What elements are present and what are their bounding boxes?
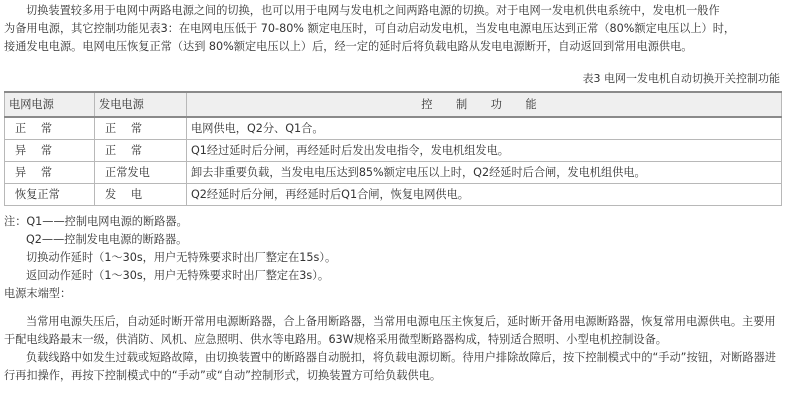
intro-line: 为备用电源，其它控制功能见表3：在电网电压低于 70-80% 额定电压时，可自动启动发电机，当发电电源电压达到正常（80%额定电压以上）时， xyxy=(4,22,736,35)
intro-line: 切换装置较多用于电网中两路电源之间的切换，也可以用于电网与发电机之间两路电源的切换。对于电网一发电机供电系统中，发电机一般作 xyxy=(26,4,720,17)
table-row xyxy=(5,140,782,162)
cell-generator-state: 发 电 xyxy=(95,184,187,206)
note-return-delay: 返回动作延时（1～30s，用户无特殊要求时出厂整定在3s）。 xyxy=(26,269,330,282)
table-caption: 表3 电网一发电机自动切换开关控制功能 xyxy=(582,72,780,85)
note-switch-delay: 切换动作延时（1～30s，用户无特殊要求时出厂整定在15s）。 xyxy=(26,251,337,264)
note-q1: 注：Q1——控制电网电源的断路器。 xyxy=(4,215,188,228)
note-q2: Q2——控制发电电源的断路器。 xyxy=(26,233,188,246)
intro-line: 接通发电电源。电网电压恢复正常（达到 80%额定电压以上）后，经一定的延时后将负载电路从发电电源断开，自动返回到常用电源供电。 xyxy=(4,40,693,53)
cell-generator-state: 正 常 xyxy=(95,140,187,162)
cell-function: Q2经延时后分闸，再经延时后Q1合闸，恢复电网供电。 xyxy=(187,184,782,206)
cell-grid-state: 异 常 xyxy=(5,140,95,162)
intro-paragraph xyxy=(4,2,784,56)
cell-function: 电网供电，Q2分、Q1合。 xyxy=(187,117,782,140)
table-header-row xyxy=(5,92,782,117)
table-row xyxy=(5,162,782,184)
control-function-table xyxy=(4,91,782,206)
cell-function: Q1经过延时后分闸，再经延时后发出发电指令，发电机组发电。 xyxy=(187,140,782,162)
section-heading-end-type: 电源末端型： xyxy=(4,287,72,300)
header-grid-power: 电网电源 xyxy=(5,92,95,117)
cell-function: 卸去非重要负载，当发电电压达到85%额定电压以上时，Q2经延时后合闸，发电机组供电。 xyxy=(187,162,782,184)
cell-grid-state: 正 常 xyxy=(5,117,95,140)
end-type-description xyxy=(4,313,784,385)
table-row xyxy=(5,117,782,140)
paragraph: 负载线路中如发生过载或短路故障，由切换装置中的断路器自动脱扣，将负载电源切断。待用户排除故障后，按下控制模式中的“手动”按钮，对断路器进行再扣操作，再按下控制模式中的“手动”或“自动”控制形式，切换装置方可给负载供电。 xyxy=(4,351,776,382)
table-row xyxy=(5,184,782,206)
cell-generator-state: 正常发电 xyxy=(95,162,187,184)
header-control-function: 控 制 功 能 xyxy=(187,92,782,117)
table-notes xyxy=(4,213,784,303)
cell-grid-state: 异 常 xyxy=(5,162,95,184)
paragraph: 当常用电源失压后，自动延时断开常用电源断路器，合上备用断路器，当常用电源电压主恢复后，延时断开备用电源断路器，恢复常用电源供电。主要用于配电线路最末一级，供消防、风机、应急照明、供水等电路用。63W规格采用微型断路器构成，特别适合照明、小型电机控制设备。 xyxy=(4,315,776,346)
cell-grid-state: 恢复正常 xyxy=(5,184,95,206)
header-generator-power: 发电电源 xyxy=(95,92,187,117)
cell-generator-state: 正 常 xyxy=(95,117,187,140)
